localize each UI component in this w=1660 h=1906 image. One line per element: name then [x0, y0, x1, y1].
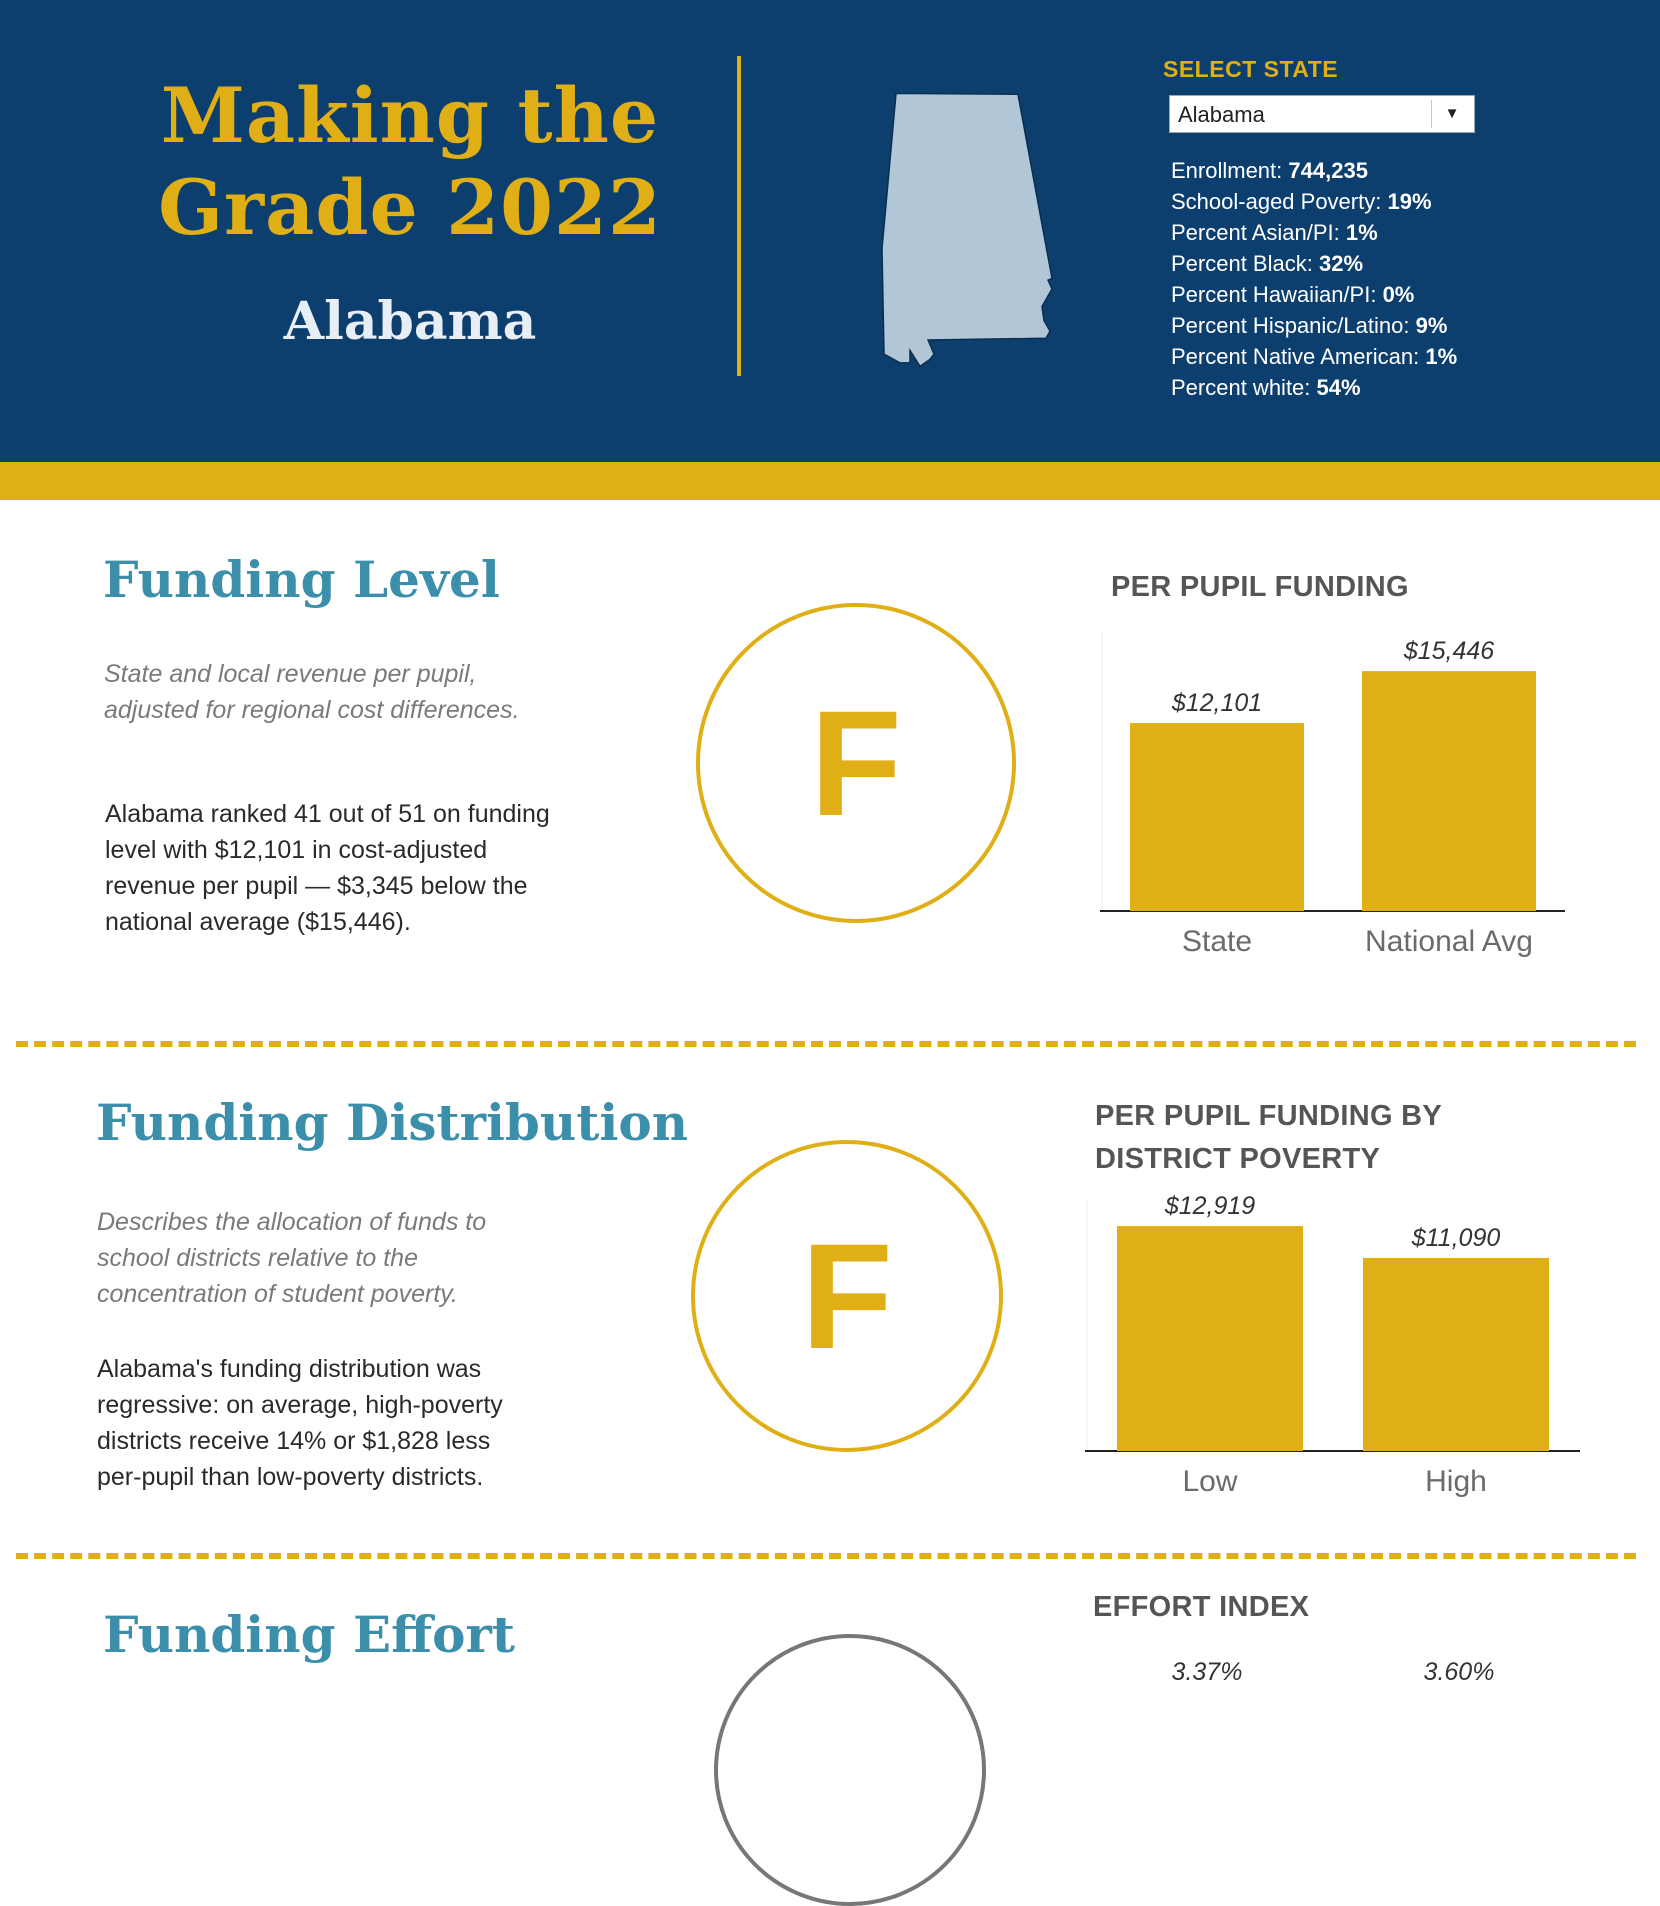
desc-line: school districts relative to the	[97, 1244, 418, 1272]
funding-distribution-grade-circle	[691, 1140, 1003, 1452]
category-label: National Avg	[1365, 925, 1533, 958]
summary-line: national average ($15,446).	[105, 908, 411, 936]
summary-line: districts receive 14% or $1,828 less	[97, 1427, 491, 1455]
funding-effort-grade-circle	[714, 1634, 986, 1906]
section-divider	[16, 1553, 1636, 1559]
stat-poverty	[1171, 186, 1457, 217]
stat-value: 0%	[1382, 282, 1415, 307]
header-banner	[0, 0, 1660, 462]
stat-value: 19%	[1387, 189, 1432, 214]
summary-line: Alabama ranked 41 out of 51 on funding	[105, 800, 550, 828]
stat-label: School-aged Poverty:	[1171, 189, 1382, 214]
select-separator	[1431, 100, 1432, 128]
stat-black	[1171, 248, 1457, 279]
summary-line: per-pupil than low-poverty districts.	[97, 1463, 484, 1491]
funding-level-grade-circle	[696, 603, 1016, 923]
summary-line: level with $12,101 in cost-adjusted	[105, 836, 488, 864]
effort-index-chart	[1085, 1650, 1585, 1687]
stat-value: 54%	[1316, 375, 1361, 400]
desc-line: concentration of student poverty.	[97, 1280, 458, 1308]
stat-asian	[1171, 217, 1457, 248]
stat-white	[1171, 372, 1457, 403]
stat-label: Percent white:	[1171, 375, 1311, 400]
data-label: $11,090	[1411, 1223, 1501, 1252]
state-name-heading: Alabama	[283, 291, 537, 352]
stat-hispanic	[1171, 310, 1457, 341]
chart-title-effort-index: EFFORT INDEX	[1093, 1591, 1310, 1623]
stat-value: 744,235	[1288, 158, 1368, 183]
desc-line: State and local revenue per pupil,	[104, 660, 477, 688]
stat-label: Percent Black:	[1171, 251, 1313, 276]
chart-title-district-poverty	[1095, 1095, 1442, 1181]
data-label: 3.37%	[1171, 1658, 1243, 1686]
funding-level-grade: F	[810, 679, 902, 847]
stat-value: 9%	[1415, 313, 1448, 338]
state-select-dropdown[interactable]	[1169, 95, 1475, 133]
stat-label: Percent Hawaiian/PI:	[1171, 282, 1377, 307]
data-label: $12,101	[1171, 689, 1263, 718]
summary-line: Alabama's funding distribution was	[97, 1355, 482, 1383]
bar-1	[1117, 1226, 1303, 1451]
stat-value: 1%	[1425, 344, 1458, 369]
header-accent-bar	[0, 462, 1660, 500]
select-state-label: SELECT STATE	[1163, 56, 1339, 82]
desc-line: Describes the allocation of funds to	[97, 1208, 487, 1236]
category-label: State	[1181, 925, 1253, 958]
stat-label: Enrollment:	[1171, 158, 1283, 183]
stat-value: 32%	[1318, 251, 1364, 276]
stat-enrollment	[1171, 155, 1457, 186]
bar-2	[1362, 671, 1536, 911]
per-pupil-funding-chart	[1100, 630, 1570, 960]
funding-level-title: Funding Level	[103, 550, 500, 609]
funding-effort-title: Funding Effort	[103, 1605, 515, 1664]
bar-1	[1130, 723, 1304, 911]
section-divider	[16, 1041, 1636, 1047]
funding-distribution-grade: F	[801, 1212, 893, 1380]
funding-distribution-description	[97, 1204, 486, 1312]
desc-line: adjusted for regional cost differences.	[104, 696, 520, 724]
data-label: 3.60%	[1423, 1658, 1495, 1686]
stat-label: Percent Hispanic/Latino:	[1171, 313, 1410, 338]
stat-value: 1%	[1345, 220, 1378, 245]
stat-native	[1171, 341, 1457, 372]
bar-2	[1363, 1258, 1549, 1451]
stat-label: Percent Native American:	[1171, 344, 1420, 369]
title-line-1: Making the	[160, 71, 660, 160]
header-divider	[737, 56, 741, 376]
state-select-value: Alabama	[1178, 102, 1265, 127]
state-map-icon	[876, 90, 1056, 370]
district-poverty-chart	[1085, 1192, 1585, 1510]
chart-title-line: PER PUPIL FUNDING BY	[1095, 1100, 1443, 1132]
chevron-down-icon[interactable]: ▼	[1444, 105, 1460, 122]
chart-title-per-pupil: PER PUPIL FUNDING	[1111, 571, 1409, 603]
data-label: $12,919	[1164, 1192, 1256, 1221]
funding-level-summary	[105, 796, 550, 940]
funding-distribution-title: Funding Distribution	[96, 1093, 689, 1152]
state-stats-list	[1171, 155, 1457, 403]
stat-hawaiian	[1171, 279, 1457, 310]
summary-line: regressive: on average, high-poverty	[97, 1391, 503, 1419]
funding-distribution-summary	[97, 1351, 503, 1495]
title-line-2: Grade 2022	[158, 163, 662, 252]
category-label: High	[1425, 1465, 1487, 1498]
chart-title-line: DISTRICT POVERTY	[1095, 1143, 1381, 1175]
data-label: $15,446	[1403, 637, 1495, 666]
funding-level-description	[104, 656, 520, 728]
report-title	[130, 70, 690, 254]
stat-label: Percent Asian/PI:	[1171, 220, 1340, 245]
summary-line: revenue per pupil — $3,345 below the	[105, 872, 528, 900]
category-label: Low	[1182, 1465, 1238, 1498]
